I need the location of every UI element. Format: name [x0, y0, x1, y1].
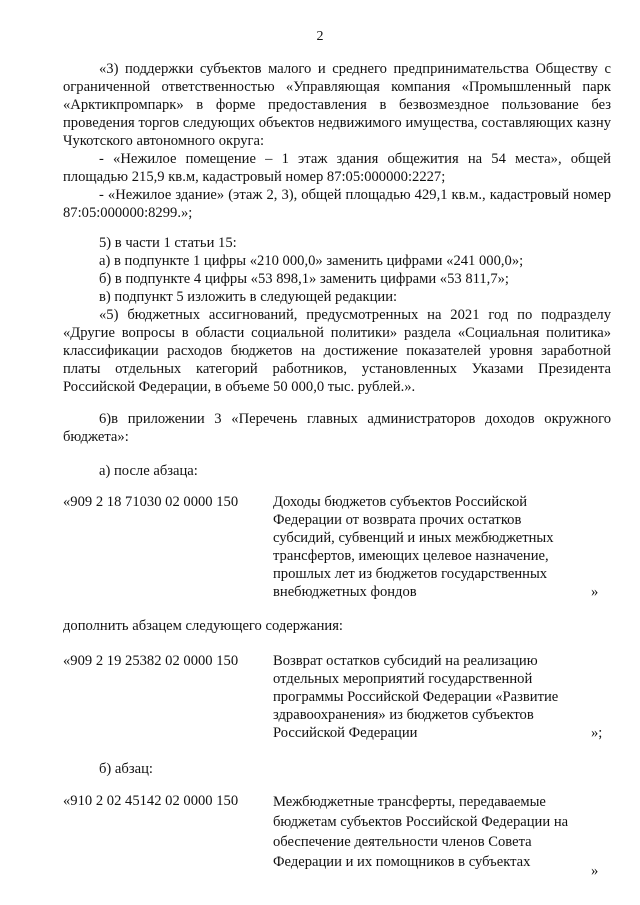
page-number: 2: [316, 29, 324, 44]
income-code: «909 2 18 71030 02 0000 150: [63, 494, 239, 510]
section5-item-a: а) в подпункте 1 цифры «210 000,0» заменить цифрами «241 000,0»;: [99, 253, 524, 269]
closing-quote: »: [591, 584, 599, 600]
income-description: Возврат остатков субсидий на реализацию отдельных мероприятий государственной программы Российской Федерации «Развитие здравоохранения» из бюджетов субъектов Российской Федерации: [273, 653, 559, 741]
section3-intro: «3) поддержки субъектов малого и среднего предпринимательства Обществу с ограниченной ответственностью «Управляющая компания «Промышленный парк «Арктикпромпарк» в форме предоставления в безвозмездное пользование без проведения торгов следующих объектов недвижимого имущества, составляющих казну Чукотского автономного округа:: [63, 61, 611, 149]
income-code: «910 2 02 45142 02 0000 150: [63, 793, 239, 809]
table-row: [63, 493, 611, 601]
table-row: [63, 792, 611, 892]
section6-heading: 6)в приложении 3 «Перечень главных администраторов доходов окружного бюджета»:: [63, 411, 611, 445]
section5-item-b: б) в подпункте 4 цифры «53 898,1» заменить цифрами «53 811,7»;: [99, 271, 509, 287]
income-description: Межбюджетные трансферты, передаваемые бюджетам субъектов Российской Федерации на обеспечение деятельности членов Совета Федерации и их помощников в субъектах: [273, 794, 569, 870]
section5-quote: «5) бюджетных ассигнований, предусмотренных на 2021 год по подразделу «Другие вопросы в области социальной политики» раздела «Социальная политика» классификации расходов бюджетов на достижение показателей уровня заработной платы отдельных категорий работников, установленных Указами Президента Российской Федерации, в объеме 50 000,0 тыс. рублей.».: [63, 307, 611, 395]
section5-item-c: в) подпункт 5 изложить в следующей редакции:: [99, 289, 398, 305]
table-row: [63, 652, 611, 744]
section5-heading: 5) в части 1 статьи 15:: [99, 235, 237, 251]
supplement-text: дополнить абзацем следующего содержания:: [63, 618, 343, 634]
income-description: Доходы бюджетов субъектов Российской Федерации от возврата прочих остатков субсидий, субвенций и иных межбюджетных трансфертов, имеющих целевое назначение, прошлых лет из бюджетов государственных внебюджетных фондов: [273, 494, 554, 600]
income-code: «909 2 19 25382 02 0000 150: [63, 653, 239, 669]
section6-sub-b: б) абзац:: [99, 761, 153, 777]
closing-quote: »: [591, 863, 599, 879]
closing-quote: »;: [591, 725, 603, 741]
section3-item2: - «Нежилое здание» (этаж 2, 3), общей площадью 429,1 кв.м., кадастровый номер 87:05:000000:8299.»;: [63, 187, 611, 221]
section3-item1: - «Нежилое помещение – 1 этаж здания общежития на 54 места», общей площадью 215,9 кв.м, кадастровый номер 87:05:000000:2227;: [63, 151, 611, 185]
section6-sub-a: а) после абзаца:: [99, 463, 198, 479]
